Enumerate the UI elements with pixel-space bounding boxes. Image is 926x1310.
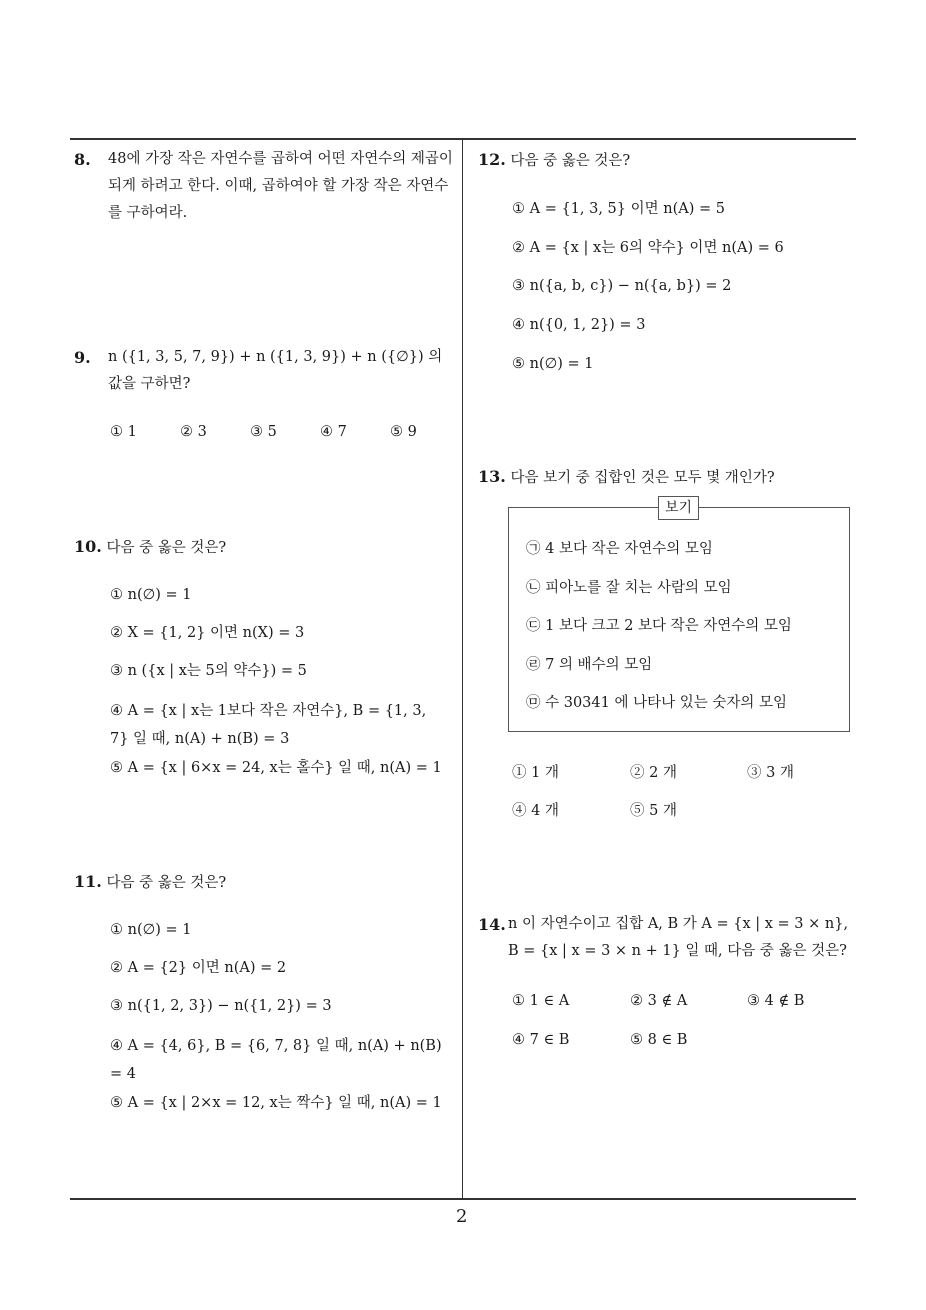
answer-choice[interactable]: ② A = {2} 이면 n(A) = 2 (110, 960, 287, 976)
example-item: ㉡ 피아노를 잘 치는 사람의 모임 (526, 580, 732, 596)
question-text: n 이 자연수이고 집합 A, B 가 A = {x | x = 3 × n}, B = {x | x = 3 × n + 1} 일 때, 다음 중 옳은 것은? (508, 916, 849, 959)
top-rule (70, 138, 856, 140)
answer-choice[interactable]: ① 1 개 (512, 765, 559, 781)
column-divider (462, 139, 463, 1200)
answer-choice[interactable]: ⑤ A = {x | 2×x = 12, x는 짝수} 일 때, n(A) = 1 (110, 1095, 442, 1111)
question-number: 13. (478, 467, 506, 486)
answer-choice[interactable]: ② 2 개 (630, 765, 677, 781)
answer-choice[interactable]: ③ n({1, 2, 3}) − n({1, 2}) = 3 (110, 998, 332, 1014)
answer-choice[interactable]: ⑤ n(∅) = 1 (512, 356, 594, 372)
answer-choice[interactable]: ④ 7 ∈ B (512, 1032, 570, 1048)
answer-choice[interactable]: ③ 4 ∉ B (747, 993, 805, 1009)
question-9 (74, 344, 456, 398)
example-item: ㉣ 7 의 배수의 모임 (526, 657, 653, 673)
question-text: n ({1, 3, 5, 7, 9}) + n ({1, 3, 9}) + n ({∅}) 의 값을 구하면? (108, 349, 443, 392)
question-text: 다음 보기 중 집합인 것은 모두 몇 개인가? (510, 470, 775, 486)
answer-choice[interactable]: ② X = {1, 2} 이면 n(X) = 3 (110, 625, 305, 641)
answer-choice[interactable]: ① A = {1, 3, 5} 이면 n(A) = 5 (512, 201, 725, 217)
question-14 (478, 911, 860, 965)
question-text: 48에 가장 작은 자연수를 곱하여 어떤 자연수의 제곱이 되게 하려고 한다. 이때, 곱하여야 할 가장 작은 자연수를 구하여라. (108, 151, 453, 221)
answer-choice[interactable]: ④ 7 (320, 424, 347, 440)
example-item: ㉠ 4 보다 작은 자연수의 모임 (526, 541, 713, 557)
answer-choice[interactable]: ② 3 ∉ A (630, 993, 688, 1009)
answer-choice[interactable]: ③ 5 (250, 424, 277, 440)
question-text: 다음 중 옳은 것은? (106, 540, 227, 556)
question-text: 다음 중 옳은 것은? (106, 875, 227, 891)
answer-choice[interactable]: ④ 4 개 (512, 803, 559, 819)
page-number: 2 (456, 1206, 468, 1227)
answer-choice[interactable]: ⑤ 5 개 (630, 803, 677, 819)
question-number: 10. (74, 537, 102, 556)
answer-choice[interactable]: ④ A = {4, 6}, B = {6, 7, 8} 일 때, n(A) + n(B) = 4 (110, 1038, 442, 1082)
answer-choice[interactable]: ③ n({a, b, c}) − n({a, b}) = 2 (512, 278, 732, 294)
question-10 (74, 533, 456, 562)
answer-choice[interactable]: ① n(∅) = 1 (110, 922, 192, 938)
question-number: 12. (478, 150, 506, 169)
question-11 (74, 868, 456, 897)
answer-choice[interactable]: ⑤ A = {x | 6×x = 24, x는 홀수} 일 때, n(A) = 1 (110, 760, 442, 776)
answer-choice[interactable]: ② 3 (180, 424, 207, 440)
example-box-title: 보기 (658, 496, 699, 520)
question-number: 14. (478, 915, 506, 934)
answer-choice[interactable]: ③ n ({x | x는 5의 약수}) = 5 (110, 663, 307, 679)
answer-choice[interactable]: ④ n({0, 1, 2}) = 3 (512, 317, 646, 333)
bottom-rule (70, 1198, 856, 1200)
answer-choice[interactable]: ③ 3 개 (747, 765, 794, 781)
question-number: 11. (74, 872, 102, 891)
question-number: 9. (74, 348, 91, 367)
answer-choice[interactable]: ④ A = {x | x는 1보다 작은 자연수}, B = {1, 3, 7} 일 때, n(A) + n(B) = 3 (110, 703, 427, 747)
question-number: 8. (74, 150, 91, 169)
example-item: ㉢ 1 보다 크고 2 보다 작은 자연수의 모임 (526, 618, 792, 634)
question-12 (478, 146, 858, 175)
question-text: 다음 중 옳은 것은? (510, 153, 631, 169)
answer-choice[interactable]: ⑤ 9 (390, 424, 417, 440)
answer-choice[interactable]: ⑤ 8 ∈ B (630, 1032, 688, 1048)
example-item: ㉤ 수 30341 에 나타나 있는 숫자의 모임 (526, 695, 787, 711)
answer-choice[interactable]: ① 1 (110, 424, 137, 440)
question-8 (74, 146, 456, 227)
answer-choice[interactable]: ① n(∅) = 1 (110, 587, 192, 603)
question-13 (478, 463, 858, 492)
answer-choice[interactable]: ② A = {x | x는 6의 약수} 이면 n(A) = 6 (512, 240, 784, 256)
answer-choice[interactable]: ① 1 ∈ A (512, 993, 570, 1009)
